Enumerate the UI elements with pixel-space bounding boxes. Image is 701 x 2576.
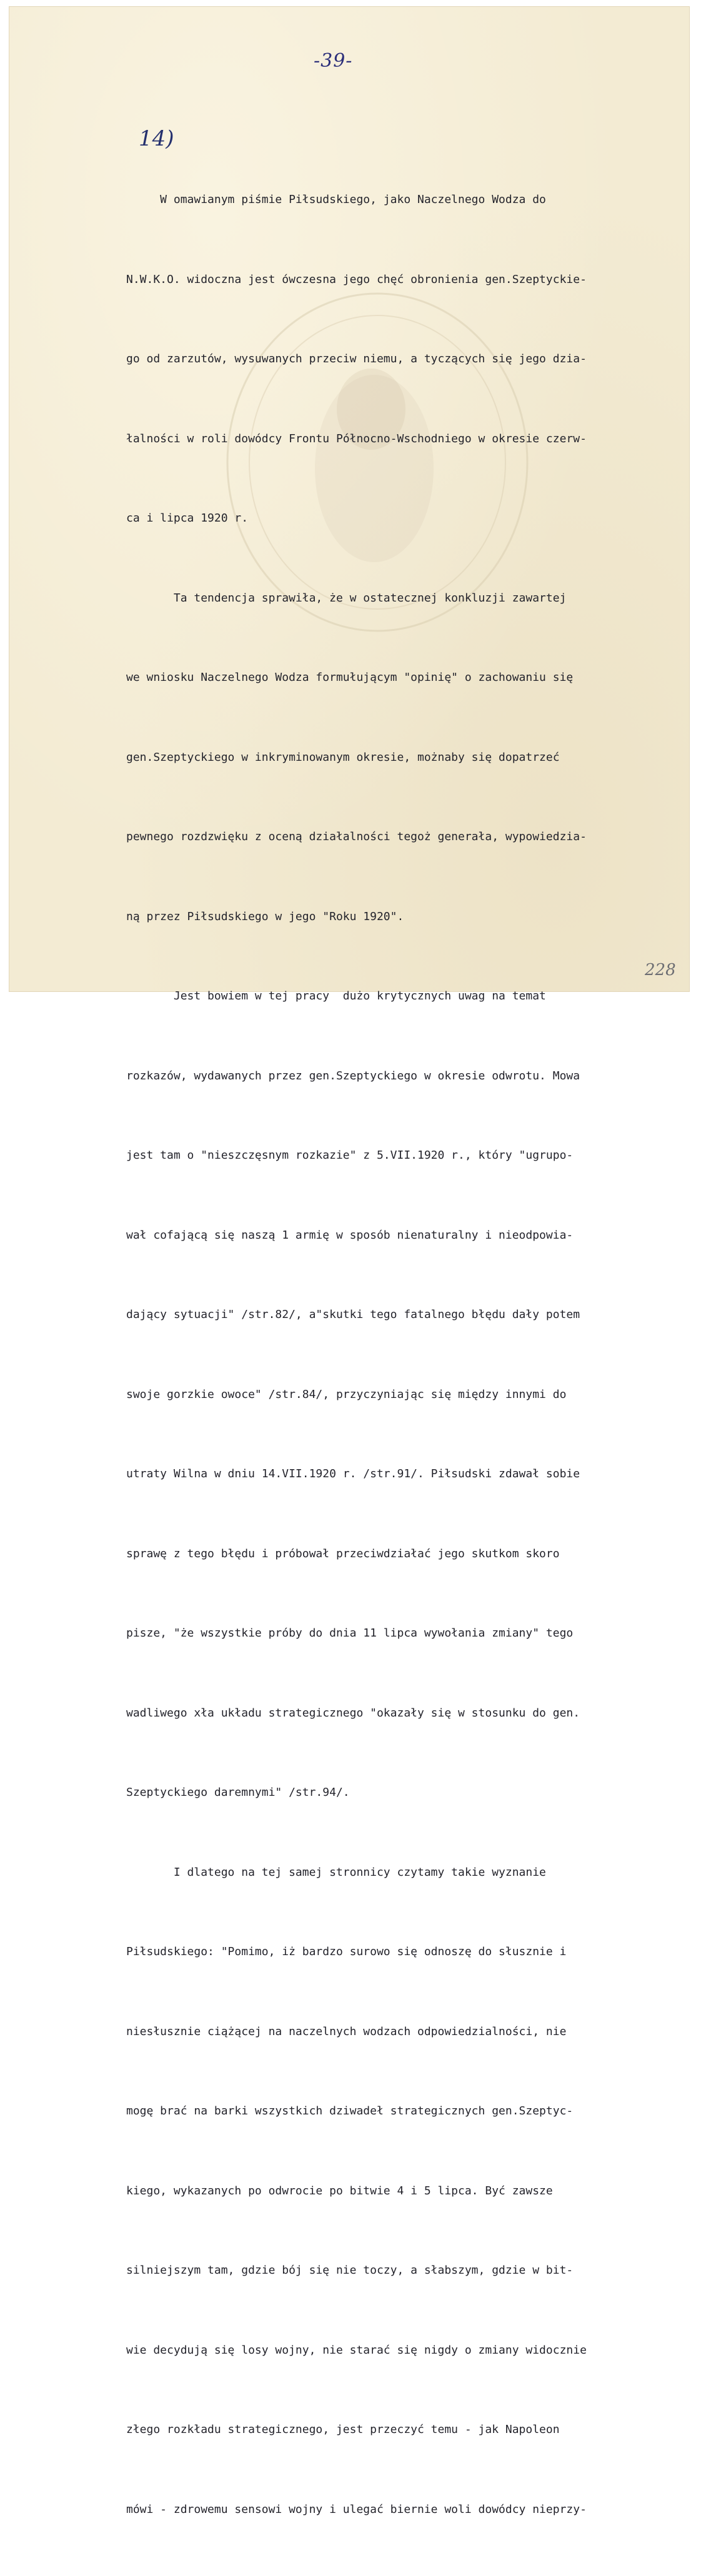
text-line: złego rozkładu strategicznego, jest przeczyć temu - jak Napoleon [126, 2423, 560, 2436]
text-line: łalności w roli dowódcy Frontu Północno-Wschodniego w okresie czerw- [126, 432, 587, 445]
text-line: Jest bowiem w tej pracy dużo krytycznych uwag na temat [126, 989, 546, 1003]
text-line: Szeptyckiego daremnymi" /str.94/. [126, 1786, 350, 1799]
text-line: sprawę z tego błędu i próbował przeciwdziałać jego skutkom skoro [126, 1547, 560, 1560]
page-number: -39- [314, 50, 353, 72]
text-line: swoje gorzkie owoce" /str.84/, przyczyniając się między innymi do [126, 1387, 567, 1401]
text-line: ną przez Piłsudskiego w jego "Roku 1920". [126, 909, 404, 923]
text-line: N.W.K.O. widoczna jest ówczesna jego chęć obronienia gen.Szeptyckie- [126, 272, 587, 286]
text-line: wał cofającą się naszą 1 armię w sposób nienaturalny i nieodpowia- [126, 1228, 574, 1242]
text-line: gen.Szeptyckiego w inkryminowanym okresie, możnaby się dopatrzeć [126, 750, 560, 764]
archive-page-number: 228 [645, 961, 676, 979]
text-line: jest tam o "nieszczęsnym rozkazie" z 5.VII.1920 r., który "ugrupo- [126, 1149, 574, 1162]
text-line: go od zarzutów, wysuwanych przeciw niemu, a tyczących się jego dzia- [126, 352, 587, 365]
text-line: dający sytuacji" /str.82/, a"skutki tego fatalnego błędu dały potem [126, 1308, 580, 1321]
text-line: niesłusznie ciążącej na naczelnych wodzach odpowiedzialności, nie [126, 2024, 567, 2038]
text-line: Piłsudskiego: "Pomimo, iż bardzo surowo się odnoszę do słusznie i [126, 1945, 567, 1958]
document-page [9, 6, 690, 2516]
text-line: kiego, wykazanych po odwrocie po bitwie 4 i 5 lipca. Być zawsze [126, 2184, 553, 2197]
handwritten-note-number: 14) [139, 126, 174, 151]
text-line: pewnego rozdzwięku z oceną działalności tegoż generała, wypowiedzia- [126, 830, 587, 843]
text-line: pisze, "że wszystkie próby do dnia 11 lipca wywołania zmiany" tego [126, 1627, 574, 1640]
text-line: we wniosku Naczelnego Wodza formułującym "opinię" o zachowaniu się [126, 671, 574, 684]
text-line: rozkazów, wydawanych przez gen.Szeptyckiego w okresie odwrotu. Mowa [126, 1069, 580, 1082]
text-line: mówi - zdrowemu sensowi wojny i ulegać biernie woli dowódcy nieprzy- [126, 2502, 587, 2516]
text-line: I dlatego na tej samej stronnicy czytamy takie wyznanie [126, 1865, 546, 1879]
text-line: mogę brać na barki wszystkich dziwadeł strategicznych gen.Szeptyc- [126, 2104, 574, 2118]
text-line: utraty Wilna w dniu 14.VII.1920 r. /str.91/. Piłsudski zdawał sobie [126, 1467, 580, 1480]
text-line: wie decydują się losy wojny, nie starać się nigdy o zmiany widocznie [126, 2343, 587, 2357]
text-line: Ta tendencja sprawiła, że w ostatecznej konkluzji zawartej [126, 591, 567, 605]
typewritten-body [126, 134, 676, 2576]
text-line: wadliwego xła układu strategicznego "okazały się w stosunku do gen. [126, 1706, 580, 1720]
text-line: W omawianym piśmie Piłsudskiego, jako Naczelnego Wodza do [126, 193, 546, 206]
text-line: ca i lipca 1920 r. [126, 512, 249, 525]
text-line: silniejszym tam, gdzie bój się nie toczy, a słabszym, gdzie w bit- [126, 2264, 574, 2277]
